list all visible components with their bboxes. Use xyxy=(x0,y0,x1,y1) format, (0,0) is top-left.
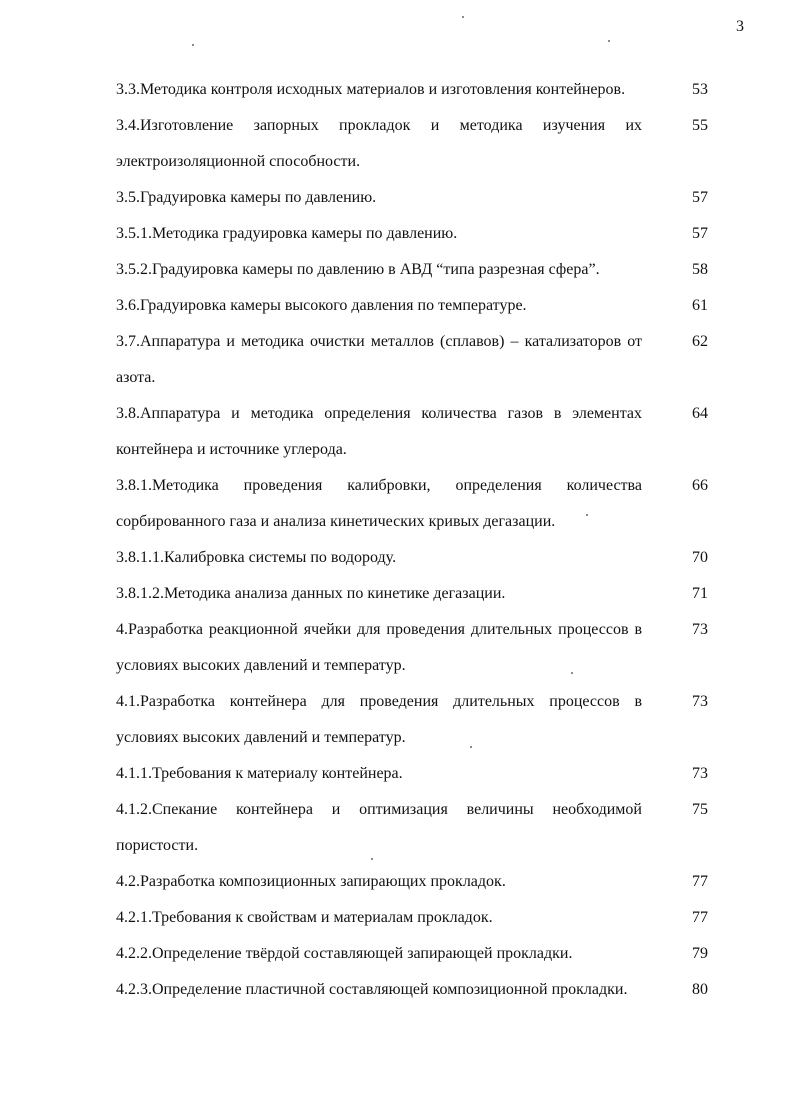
toc-entry-page: 53 xyxy=(692,81,708,98)
toc-entry-page: 55 xyxy=(692,117,708,134)
toc-entry-title: 4.2.2.Определение твёрдой составляющей запирающей прокладки. xyxy=(116,945,573,962)
toc-entry-title: 3.5.Градуировка камеры по давлению. xyxy=(116,189,377,206)
toc-entry-title: 3.3.Методика контроля исходных материалов и изготовления контейнеров. xyxy=(116,81,626,98)
toc-entry-title: 3.7.Аппаратура и методика очистки металлов (сплавов) – катализаторов от азота. xyxy=(116,333,642,386)
scan-speck xyxy=(462,16,464,18)
toc-entry[interactable] xyxy=(116,936,716,972)
toc-entry-title: 4.2.1.Требования к свойствам и материалам прокладок. xyxy=(116,909,493,926)
toc-entry-page: 75 xyxy=(692,801,708,818)
toc-entry-page: 80 xyxy=(692,981,708,998)
toc-entry-title: 4.1.1.Требования к материалу контейнера. xyxy=(116,765,403,782)
toc-entry-title: 3.5.2.Градуировка камеры по давлению в АВД “типа разрезная сфера”. xyxy=(116,261,600,278)
toc-entry[interactable] xyxy=(116,396,716,468)
toc-entry[interactable] xyxy=(116,612,716,684)
page-number: 3 xyxy=(736,18,744,35)
toc-entry-title: 3.6.Градуировка камеры высокого давления по температуре. xyxy=(116,297,527,314)
toc-entry[interactable] xyxy=(116,324,716,396)
toc-entry-page: 57 xyxy=(692,189,708,206)
toc-entry-title: 3.8.Аппаратура и методика определения количества газов в элементах контейнера и источнике углерода. xyxy=(116,405,642,458)
toc-entry[interactable] xyxy=(116,972,716,1008)
toc-entry[interactable] xyxy=(116,576,716,612)
toc-entry-page: 61 xyxy=(692,297,708,314)
toc-entry-page: 77 xyxy=(692,909,708,926)
toc-entry-title: 3.8.1.1.Калибровка системы по водороду. xyxy=(116,549,397,566)
toc-entry-title: 4.2.3.Определение пластичной составляющей композиционной прокладки. xyxy=(116,981,628,998)
table-of-contents xyxy=(116,72,716,1008)
toc-entry[interactable] xyxy=(116,72,716,108)
toc-entry-page: 64 xyxy=(692,405,708,422)
toc-entry-title: 3.8.1.2.Методика анализа данных по кинетике дегазации. xyxy=(116,585,506,602)
toc-entry-page: 66 xyxy=(692,477,708,494)
toc-entry-page: 57 xyxy=(692,225,708,242)
toc-entry-page: 73 xyxy=(692,621,708,638)
toc-entry[interactable] xyxy=(116,864,716,900)
toc-entry[interactable] xyxy=(116,756,716,792)
toc-entry-title: 3.8.1.Методика проведения калибровки, определения количества сорбированного газа и анализа кинетических кривых дегазации. xyxy=(116,477,642,530)
toc-entry-title: 4.Разработка реакционной ячейки для проведения длительных процессов в условиях высоких давлений и температур. xyxy=(116,621,642,674)
toc-entry-page: 70 xyxy=(692,549,708,566)
toc-entry-title: 3.5.1.Методика градуировка камеры по давлению. xyxy=(116,225,458,242)
toc-entry[interactable] xyxy=(116,288,716,324)
toc-entry-title: 3.4.Изготовление запорных прокладок и методика изучения их электроизоляционной способности. xyxy=(116,117,642,170)
toc-entry[interactable] xyxy=(116,252,716,288)
toc-entry-title: 4.2.Разработка композиционных запирающих прокладок. xyxy=(116,873,506,890)
scan-speck xyxy=(608,40,610,42)
toc-entry[interactable] xyxy=(116,900,716,936)
toc-entry[interactable] xyxy=(116,540,716,576)
toc-entry[interactable] xyxy=(116,108,716,180)
scan-speck xyxy=(192,44,194,46)
toc-entry[interactable] xyxy=(116,792,716,864)
toc-entry-page: 58 xyxy=(692,261,708,278)
toc-entry[interactable] xyxy=(116,468,716,540)
toc-entry[interactable] xyxy=(116,216,716,252)
toc-entry-title: 4.1.2.Спекание контейнера и оптимизация величины необходимой пористости. xyxy=(116,801,642,854)
toc-entry-title: 4.1.Разработка контейнера для проведения длительных процессов в условиях высоких давлений и температур. xyxy=(116,693,642,746)
toc-entry-page: 77 xyxy=(692,873,708,890)
toc-entry[interactable] xyxy=(116,684,716,756)
toc-entry-page: 73 xyxy=(692,693,708,710)
toc-entry-page: 79 xyxy=(692,945,708,962)
toc-entry-page: 62 xyxy=(692,333,708,350)
toc-entry[interactable] xyxy=(116,180,716,216)
toc-entry-page: 73 xyxy=(692,765,708,782)
toc-entry-page: 71 xyxy=(692,585,708,602)
